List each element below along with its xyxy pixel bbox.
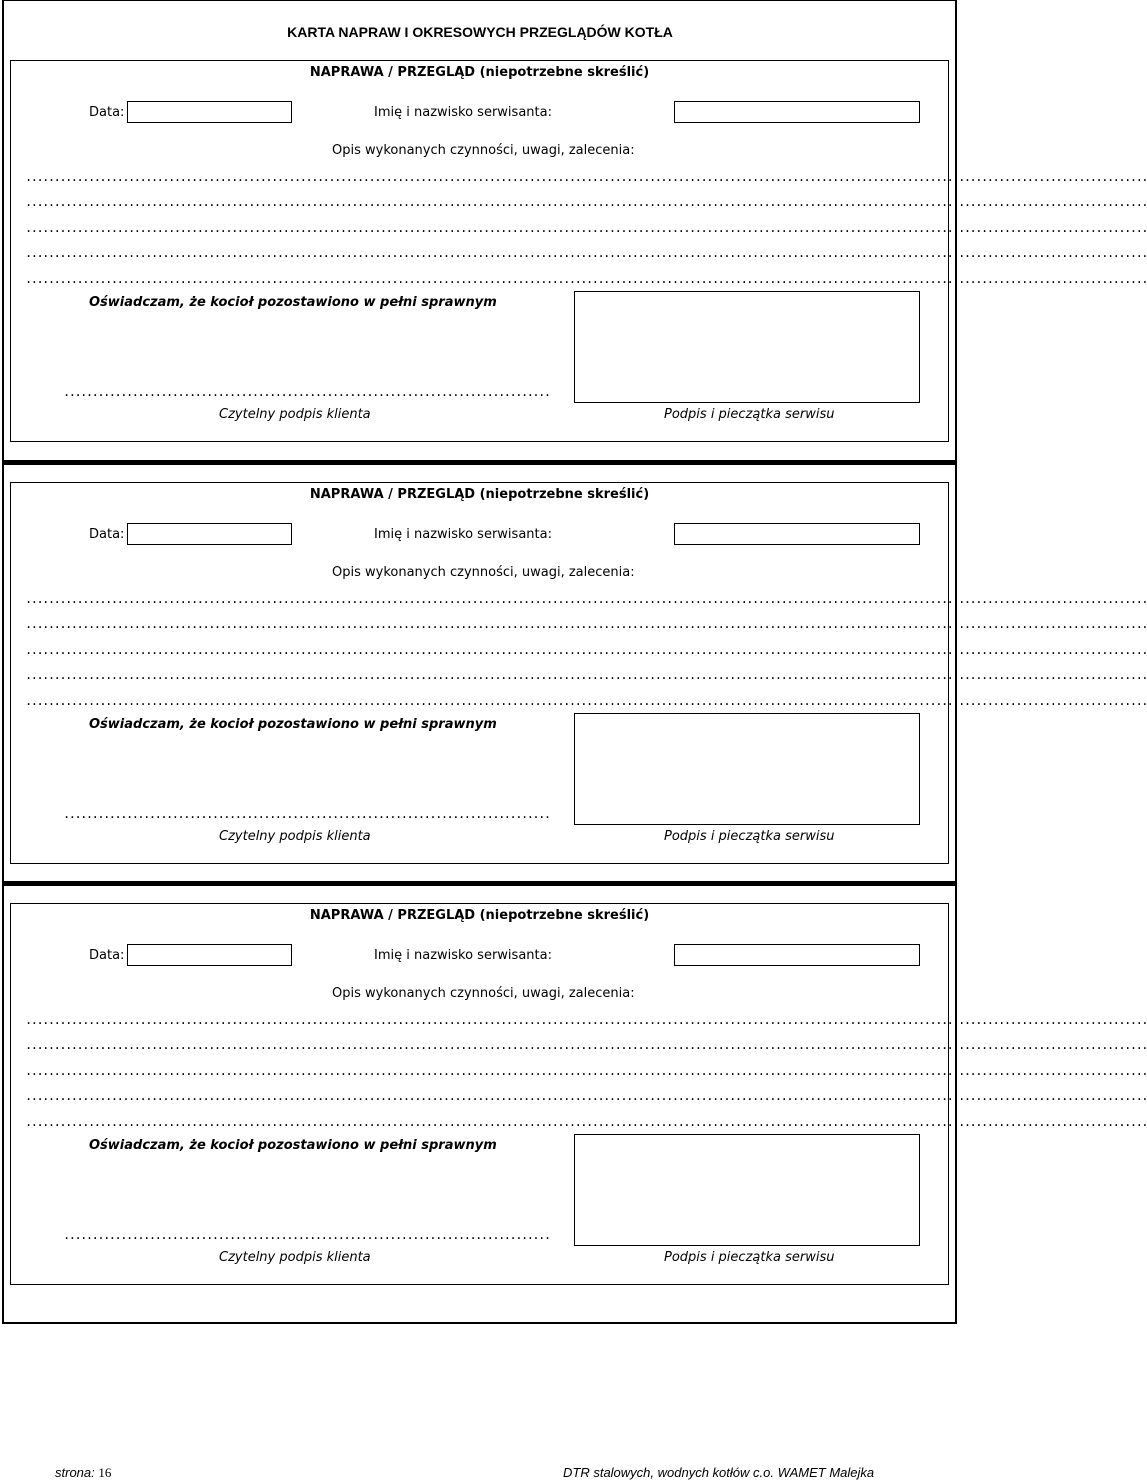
repair-section-1 [10, 60, 1147, 442]
description-label: Opis wykonanych czynności, uwagi, zalecenia: [332, 986, 635, 1001]
description-line-1[interactable]: .................................................................................................................................................................................................... [25, 1013, 1147, 1027]
repair-section-3 [10, 903, 1147, 1285]
description-line-2[interactable]: .................................................................................................................................................................................................... [25, 195, 1147, 209]
section-separator [2, 881, 957, 886]
declaration-text: Oświadczam, że kocioł pozostawiono w pełni sprawnym [89, 295, 497, 310]
description-line-1[interactable]: .................................................................................................................................................................................................... [25, 592, 1147, 606]
description-line-5[interactable]: .................................................................................................................................................................................................... [25, 272, 1147, 286]
service-signature-caption: Podpis i pieczątka serwisu [664, 407, 835, 422]
service-stamp-box[interactable] [574, 291, 920, 403]
technician-label: Imię i nazwisko serwisanta: [374, 105, 552, 120]
service-signature-caption: Podpis i pieczątka serwisu [664, 829, 835, 844]
service-stamp-box[interactable] [574, 1134, 920, 1246]
date-label: Data: [89, 948, 125, 963]
date-field[interactable] [127, 944, 292, 966]
technician-name-field[interactable] [674, 944, 920, 966]
client-signature-caption: Czytelny podpis klienta [219, 829, 371, 844]
section-heading: NAPRAWA / PRZEGLĄD (niepotrzebne skreślić) [309, 908, 650, 923]
description-line-5[interactable]: .................................................................................................................................................................................................... [25, 1115, 1147, 1129]
client-signature-line[interactable]: ..................................................................................... [63, 807, 550, 821]
description-line-3[interactable]: .................................................................................................................................................................................................... [25, 1064, 1147, 1078]
client-signature-line[interactable]: ..................................................................................... [63, 385, 550, 399]
repair-section-2 [10, 482, 1147, 864]
description-line-3[interactable]: .................................................................................................................................................................................................... [25, 221, 1147, 235]
description-label: Opis wykonanych czynności, uwagi, zalecenia: [332, 565, 635, 580]
description-line-4[interactable]: .................................................................................................................................................................................................... [25, 1089, 1147, 1103]
section-heading: NAPRAWA / PRZEGLĄD (niepotrzebne skreślić) [309, 487, 650, 502]
page-label: strona: [55, 1465, 95, 1480]
date-label: Data: [89, 105, 125, 120]
client-signature-line[interactable]: ..................................................................................... [63, 1228, 550, 1242]
technician-label: Imię i nazwisko serwisanta: [374, 527, 552, 542]
technician-name-field[interactable] [674, 523, 920, 545]
description-label: Opis wykonanych czynności, uwagi, zalecenia: [332, 143, 635, 158]
document-footer: DTR stalowych, wodnych kotłów c.o. WAMET Malejka [563, 1465, 875, 1480]
page-title: KARTA NAPRAW I OKRESOWYCH PRZEGLĄDÓW KOTŁA [287, 24, 673, 40]
service-stamp-box[interactable] [574, 713, 920, 825]
description-line-3[interactable]: .................................................................................................................................................................................................... [25, 643, 1147, 657]
description-line-1[interactable]: .................................................................................................................................................................................................... [25, 170, 1147, 184]
technician-name-field[interactable] [674, 101, 920, 123]
declaration-text: Oświadczam, że kocioł pozostawiono w pełni sprawnym [89, 717, 497, 732]
page-number-footer [55, 1465, 111, 1481]
technician-label: Imię i nazwisko serwisanta: [374, 948, 552, 963]
declaration-text: Oświadczam, że kocioł pozostawiono w pełni sprawnym [89, 1138, 497, 1153]
section-heading: NAPRAWA / PRZEGLĄD (niepotrzebne skreślić) [309, 65, 650, 80]
description-line-5[interactable]: .................................................................................................................................................................................................... [25, 694, 1147, 708]
description-line-2[interactable]: .................................................................................................................................................................................................... [25, 617, 1147, 631]
page-number: 16 [98, 1465, 112, 1480]
client-signature-caption: Czytelny podpis klienta [219, 1250, 371, 1265]
description-line-4[interactable]: .................................................................................................................................................................................................... [25, 246, 1147, 260]
service-signature-caption: Podpis i pieczątka serwisu [664, 1250, 835, 1265]
date-field[interactable] [127, 523, 292, 545]
description-line-4[interactable]: .................................................................................................................................................................................................... [25, 668, 1147, 682]
date-field[interactable] [127, 101, 292, 123]
date-label: Data: [89, 527, 125, 542]
client-signature-caption: Czytelny podpis klienta [219, 407, 371, 422]
section-separator [2, 460, 957, 465]
description-line-2[interactable]: .................................................................................................................................................................................................... [25, 1038, 1147, 1052]
